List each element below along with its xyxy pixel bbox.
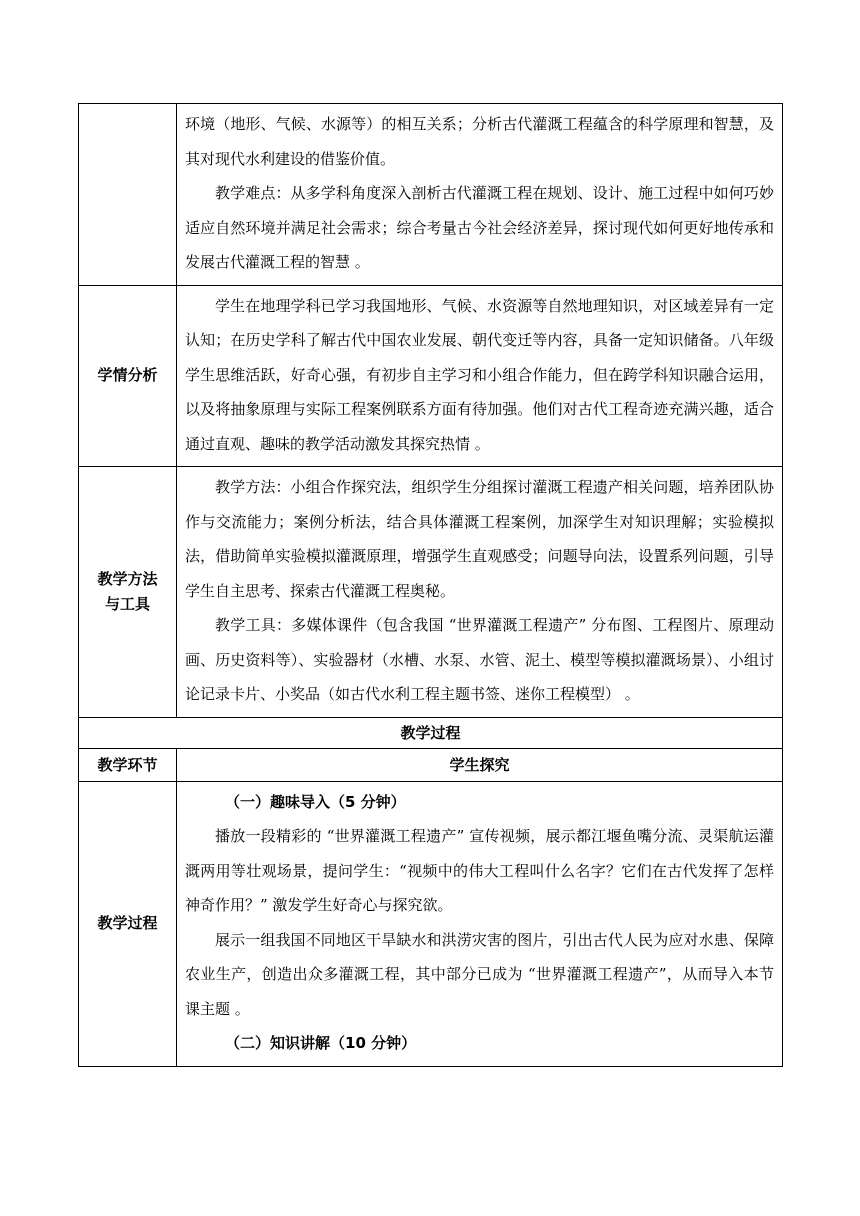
table-row [79,748,783,781]
student-analysis-cell [177,285,783,467]
student-analysis-paragraph: 学生在地理学科已学习我国地形、气候、水资源等自然地理知识，对区域差异有一定认知；在历史学科了解古代中国农业发展、朝代变迁等内容，具备一定知识储备。八年级学生思维活跃，好奇心强，有初步自主学习和小组合作能力，但在跨学科知识融合运用，以及将抽象原理与实际工程案例联系方面有待加强。他们对古代工程奇迹充满兴趣，适合通过直观、趣味的教学活动激发其探究热情 。 [185,296,774,453]
row-label-process: 教学过程 [79,781,177,1066]
methods-cell [177,467,783,718]
methods-label-line-1: 教学方法 [97,569,158,588]
row-label-methods [79,467,177,718]
process-paragraph-2: 展示一组我国不同地区干旱缺水和洪涝灾害的图片，引出古代人民为应对水患、保障农业生产，创造出众多灌溉工程，其中部分已成为 “世界灌溉工程遗产”，从而导入本节课主题 。 [185,930,774,1018]
table-row [79,104,783,286]
table-row [79,467,783,718]
objectives-cell [177,104,783,286]
row-label-empty [79,104,177,286]
objectives-paragraph-1: 环境（地形、气候、水源等）的相互关系；分析古代灌溉工程蕴含的科学原理和智慧，及其对现代水利建设的借鉴价值。 [185,115,774,168]
process-paragraph-1: 播放一段精彩的 “世界灌溉工程遗产” 宣传视频，展示都江堰鱼嘴分流、灵渠航运灌溉两用等壮观场景，提问学生：“视频中的伟大工程叫什么名字？它们在古代发挥了怎样神奇作用？” 激发学生好奇心与探究欲。 [185,827,774,914]
column-header-activity: 学生探究 [177,748,783,781]
row-label-student-analysis: 学情分析 [79,285,177,467]
process-heading-2: （二）知识讲解（10 分钟） [225,1034,417,1052]
column-header-stage: 教学环节 [79,748,177,781]
table-row [79,717,783,748]
methods-label-line-2: 与工具 [104,594,150,613]
table-row [79,781,783,1066]
tools-paragraph: 教学工具：多媒体课件（包含我国 “世界灌溉工程遗产” 分布图、工程图片、原理动画、历史资料等）、实验器材（水槽、水泵、水管、泥土、模型等模拟灌溉场景）、小组讨论记录卡片、小奖品（如古代水利工程主题书签、迷你工程模型） 。 [185,616,774,703]
table-row [79,285,783,467]
methods-paragraph: 教学方法：小组合作探究法，组织学生分组探讨灌溉工程遗产相关问题，培养团队协作与交流能力；案例分析法，结合具体灌溉工程案例，加深学生对知识理解；实验模拟法，借助简单实验模拟灌溉原理，增强学生直观感受；问题导向法，设置系列问题，引导学生自主思考、探索古代灌溉工程奥秘。 [185,478,774,600]
process-cell [177,781,783,1066]
difficulty-paragraph: 教学难点：从多学科角度深入剖析古代灌溉工程在规划、设计、施工过程中如何巧妙适应自然环境并满足社会需求；综合考量古今社会经济差异，探讨现代如何更好地传承和发展古代灌溉工程的智慧 。 [185,184,774,271]
lesson-plan-table [78,103,783,1067]
process-heading-1: （一）趣味导入（5 分钟） [225,792,406,811]
section-title: 教学过程 [79,717,783,748]
